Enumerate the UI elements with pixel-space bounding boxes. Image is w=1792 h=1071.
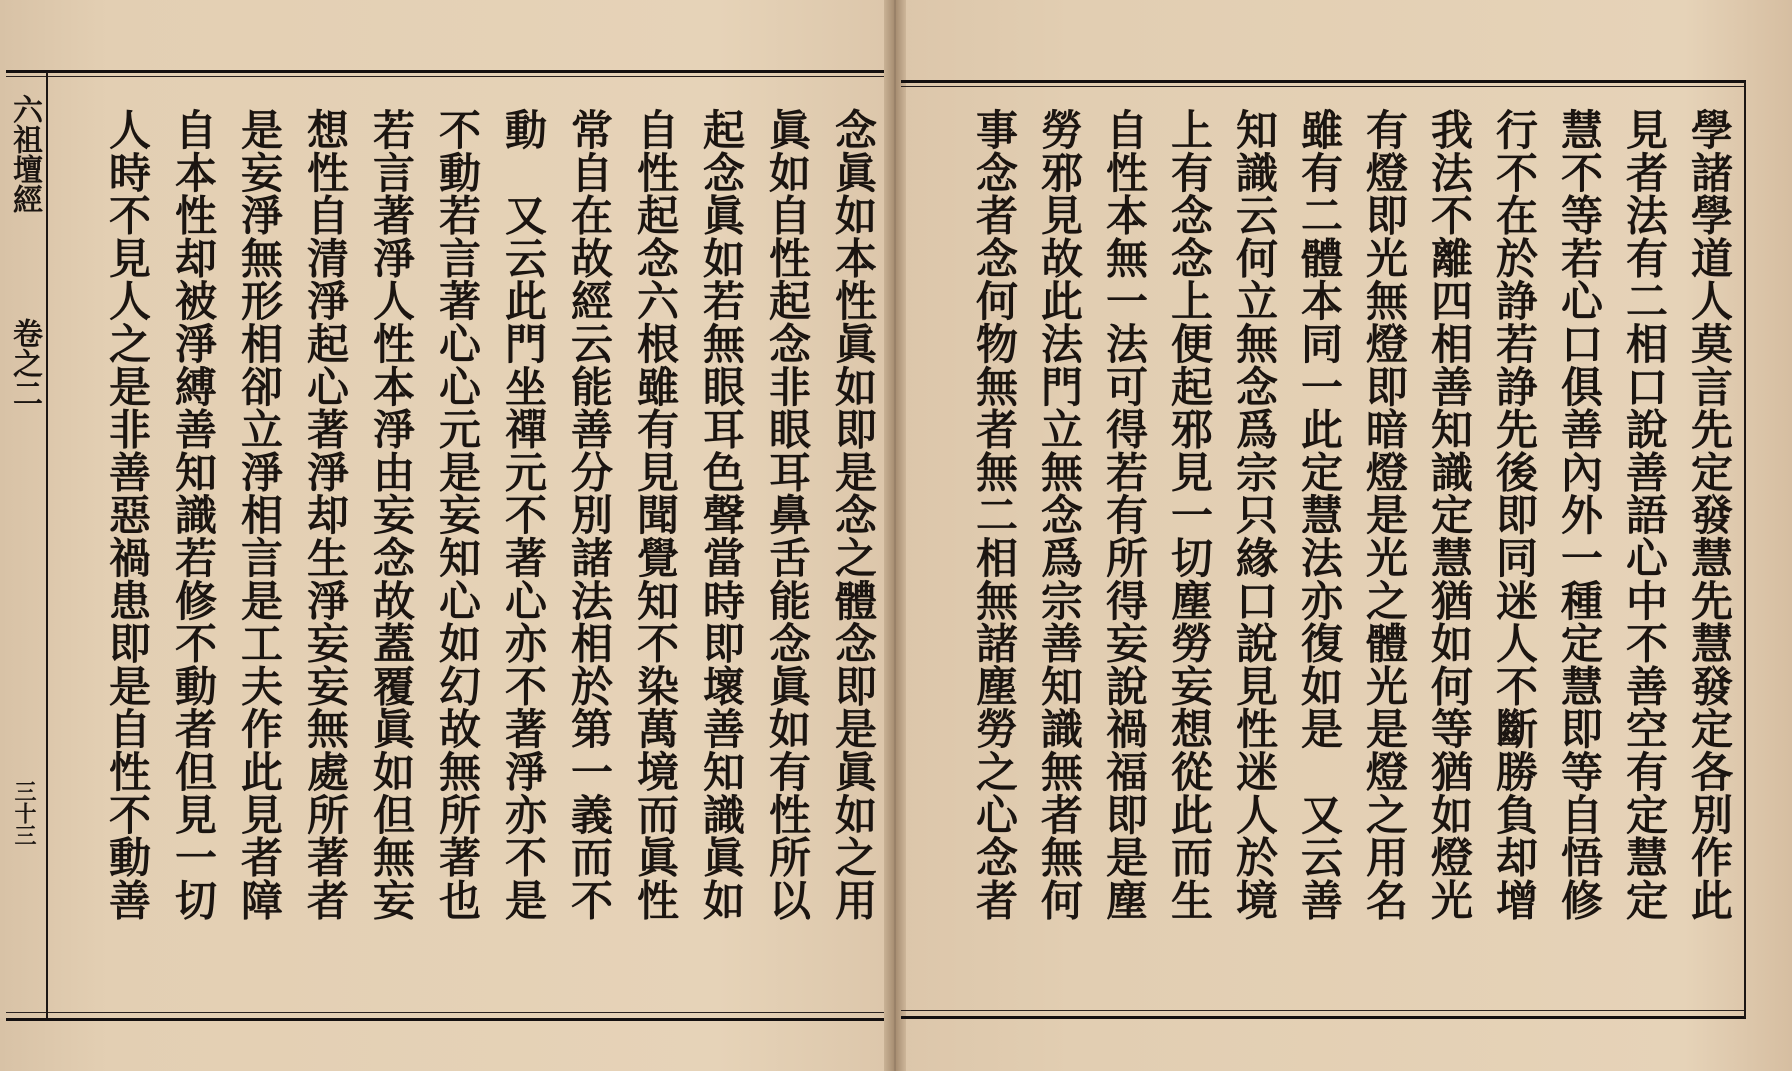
text-column: 是妄淨無形相卻立淨相言是工夫作此見者障 <box>235 108 284 922</box>
folio-number: 三十三 <box>11 780 37 846</box>
text-column: 慧不等若心口俱善內外一種定慧即等自悟修 <box>1555 108 1604 922</box>
banxin-divider-line <box>46 72 48 1018</box>
right-page <box>901 0 1792 1071</box>
top-border-thin-rule <box>6 76 884 77</box>
text-column: 上有念念上便起邪見一切塵勞妄想從此而生 <box>1165 108 1214 922</box>
banxin-title: 六祖壇經 <box>7 94 42 214</box>
text-column: 念眞如本性眞如即是念之體念即是眞如之用 <box>829 108 878 922</box>
text-column: 想性自清淨起心著淨却生淨妄妄無處所著者 <box>301 108 350 922</box>
right-border-line <box>1744 82 1746 1018</box>
top-border-rule <box>6 70 884 73</box>
text-column: 行不在於諍若諍先後即同迷人不斷勝負却增 <box>1490 108 1539 922</box>
text-column: 起念眞如若無眼耳色聲當時即壞善知識眞如 <box>697 108 746 922</box>
banxin-juan: 卷之二 <box>7 318 42 408</box>
text-column: 常自在故經云能善分別諸法相於第一義而不 <box>565 108 614 922</box>
bottom-border-rule <box>6 1018 884 1021</box>
top-border-rule <box>901 80 1746 83</box>
text-column: 自性起念六根雖有見聞覺知不染萬境而眞性 <box>631 108 680 922</box>
text-column: 自本性却被淨縛善知識若修不動者但見一切 <box>169 108 218 922</box>
left-page <box>0 0 889 1071</box>
text-column: 不動若言著心心元是妄知心如幻故無所著也 <box>433 108 482 922</box>
text-column: 見者法有二相口說善語心中不善空有定慧定 <box>1620 108 1669 922</box>
text-column: 動 又云此門坐禪元不著心亦不著淨亦不是 <box>499 108 548 922</box>
text-column: 有燈即光無燈即暗燈是光之體光是燈之用名 <box>1360 108 1409 922</box>
text-column: 知識云何立無念爲宗只緣口說見性迷人於境 <box>1230 108 1279 922</box>
text-column: 事念者念何物無者無二相無諸塵勞之心念者 <box>970 108 1019 922</box>
top-border-thin-rule <box>901 86 1746 87</box>
text-column: 勞邪見故此法門立無念爲宗善知識無者無何 <box>1035 108 1084 922</box>
text-column: 人時不見人之是非善惡禍患即是自性不動善 <box>103 108 152 922</box>
text-column: 我法不離四相善知識定慧猶如何等猶如燈光 <box>1425 108 1474 922</box>
text-column: 自性本無一法可得若有所得妄說禍福即是塵 <box>1100 108 1149 922</box>
bottom-border-rule <box>901 1016 1746 1019</box>
text-column: 眞如自性起念非眼耳鼻舌能念眞如有性所以 <box>763 108 812 922</box>
text-column: 雖有二體本同一此定慧法亦復如是 又云善 <box>1295 108 1344 922</box>
text-column: 學諸學道人莫言先定發慧先慧發定各別作此 <box>1685 108 1734 922</box>
text-column: 若言著淨人性本淨由妄念故蓋覆眞如但無妄 <box>367 108 416 922</box>
